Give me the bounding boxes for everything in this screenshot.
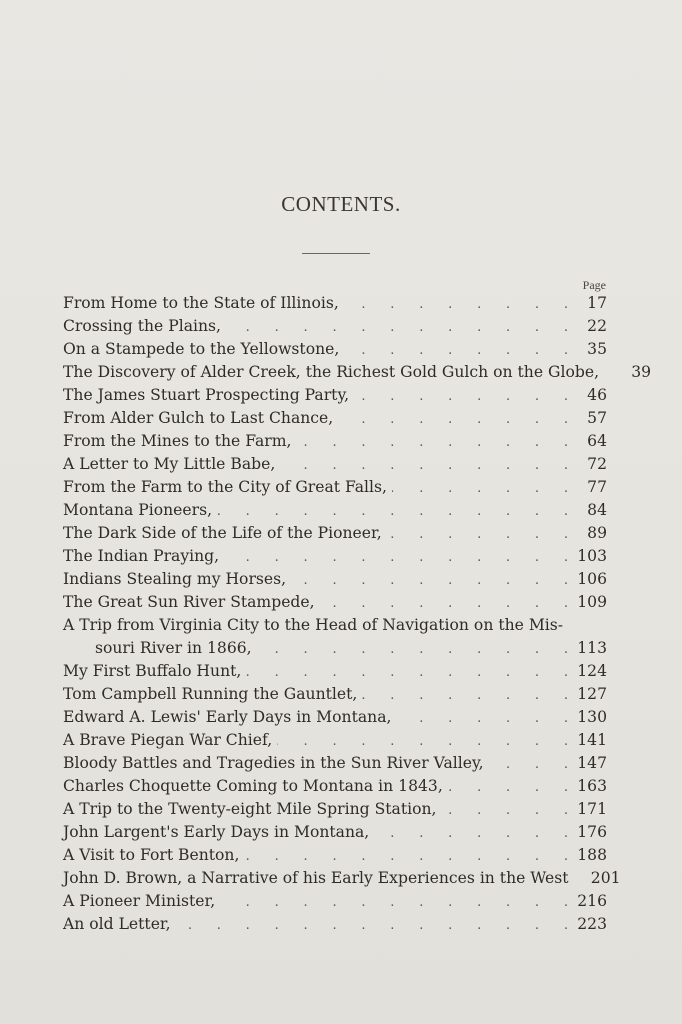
leader-dots [344, 339, 568, 362]
leader-dots [448, 776, 568, 799]
leader-dots [246, 661, 568, 684]
toc-entry-title: From Alder Gulch to Last Chance, [63, 409, 334, 427]
toc-entry-title: John D. Brown, a Narrative of his Early Experiences in the West [63, 869, 569, 887]
leader-dots [244, 845, 568, 868]
toc-entry-title: On a Stampede to the Yellowstone, [63, 340, 340, 358]
toc-entry-title: An old Letter, [63, 915, 171, 933]
toc-entry [63, 798, 607, 821]
toc-entry [63, 338, 607, 361]
leader-dots [354, 385, 568, 408]
toc-entry [63, 430, 607, 453]
leader-dots [296, 431, 568, 454]
toc-entry-title: John Largent's Early Days in Montana, [63, 823, 370, 841]
toc-entry [63, 867, 621, 890]
toc-entry-title: Tom Campbell Running the Gauntlet, [63, 685, 358, 703]
leader-dots [362, 684, 568, 707]
toc-entry [63, 453, 607, 476]
toc-entry-page: 35 [587, 340, 607, 358]
toc-entry [63, 752, 607, 775]
leader-dots [280, 454, 568, 477]
toc-entry [63, 522, 607, 545]
toc-entry [63, 614, 607, 637]
toc-entry [63, 476, 607, 499]
toc-entry-page: 84 [587, 501, 607, 519]
toc-entry-title: My First Buffalo Hunt, [63, 662, 242, 680]
leader-dots [392, 477, 568, 500]
toc-entry-title: The Dark Side of the Life of the Pioneer, [63, 524, 382, 542]
toc-entry [63, 499, 607, 522]
toc-entry [63, 683, 607, 706]
leader-dots [344, 293, 568, 316]
toc-entry-page: 39 [631, 363, 652, 381]
toc-entry-page: 109 [577, 593, 607, 611]
toc-entry-page: 17 [587, 294, 607, 312]
toc-entry [63, 660, 607, 683]
toc-entry-page: 89 [587, 524, 607, 542]
toc-entry [63, 729, 607, 752]
leader-dots [441, 799, 568, 822]
toc-entry-page: 223 [577, 915, 607, 933]
leader-dots [176, 914, 568, 937]
toc-entry-title: The James Stuart Prospecting Party, [63, 386, 350, 404]
toc-entry [63, 545, 607, 568]
leader-dots [291, 569, 568, 592]
toc-entry [63, 706, 607, 729]
leader-dots [338, 408, 568, 431]
page-column-label: Page [582, 278, 606, 292]
toc-entry-page: 72 [587, 455, 607, 473]
toc-entry-title: The Indian Praying, [63, 547, 220, 565]
page-title: CONTENTS. [281, 192, 401, 216]
toc-entry-page: 163 [577, 777, 607, 795]
toc-entry-page: 127 [577, 685, 607, 703]
toc-entry-page: 201 [590, 869, 621, 887]
toc-entry-page: 147 [577, 754, 607, 772]
toc-entry-title: A Pioneer Minister, [63, 892, 216, 910]
toc-entry-page: 176 [577, 823, 607, 841]
leader-dots [320, 592, 568, 615]
toc-entry [63, 821, 607, 844]
toc-entry [63, 568, 607, 591]
toc-entry [63, 890, 607, 913]
leader-dots [489, 753, 568, 776]
toc-entry-page: 188 [577, 846, 607, 864]
toc-entry-page: 130 [577, 708, 607, 726]
toc-entry-title: souri River in 1866, [95, 639, 252, 657]
leader-dots [224, 546, 568, 569]
toc-entry-title: Edward A. Lewis' Early Days in Montana, [63, 708, 392, 726]
leader-dots [220, 891, 568, 914]
leader-dots [277, 730, 568, 753]
toc-entry [63, 407, 607, 430]
toc-entry-title: Charles Choquette Coming to Montana in 1843, [63, 777, 443, 795]
toc-entry-title: Indians Stealing my Horses, [63, 570, 287, 588]
toc-entry-page: 77 [587, 478, 607, 496]
toc-entry-title: A Trip from Virginia City to the Head of Navigation on the Mis- [63, 616, 564, 634]
toc-entry-page: 64 [587, 432, 607, 450]
leader-dots [226, 316, 568, 339]
toc-entry-title: The Great Sun River Stampede, [63, 593, 315, 611]
toc-entry-page: 141 [577, 731, 607, 749]
leader-dots [257, 638, 568, 661]
toc-entry [63, 384, 607, 407]
toc-entry-title: Montana Pioneers, [63, 501, 213, 519]
title-rule [302, 253, 370, 254]
contents-list [63, 292, 652, 936]
toc-entry-page: 106 [577, 570, 607, 588]
toc-entry-title: A Brave Piegan War Chief, [63, 731, 273, 749]
leader-dots [396, 707, 568, 730]
toc-entry [63, 292, 607, 315]
toc-entry [63, 361, 652, 384]
toc-entry-title: Bloody Battles and Tragedies in the Sun River Valley, [63, 754, 484, 772]
toc-entry-page: 113 [577, 639, 607, 657]
toc-entry-continuation [63, 637, 607, 660]
toc-entry-page: 171 [577, 800, 607, 818]
toc-entry-title: Crossing the Plains, [63, 317, 222, 335]
toc-entry-title: From the Mines to the Farm, [63, 432, 292, 450]
toc-entry-title: A Trip to the Twenty-eight Mile Spring Station, [63, 800, 437, 818]
toc-entry-title: From Home to the State of Illinois, [63, 294, 339, 312]
toc-entry-page: 216 [577, 892, 607, 910]
toc-entry [63, 591, 607, 614]
toc-entry-page: 22 [587, 317, 607, 335]
leader-dots [387, 523, 568, 546]
toc-entry-title: From the Farm to the City of Great Falls, [63, 478, 387, 496]
toc-entry-title: A Visit to Fort Benton, [63, 846, 240, 864]
toc-entry-page: 46 [587, 386, 607, 404]
toc-entry-title: The Discovery of Alder Creek, the Richest Gold Gulch on the Globe, [63, 363, 600, 381]
toc-entry [63, 913, 607, 936]
toc-entry [63, 775, 607, 798]
leader-dots [217, 500, 568, 523]
toc-entry-page: 103 [577, 547, 607, 565]
toc-entry-title: A Letter to My Little Babe, [63, 455, 276, 473]
toc-entry [63, 315, 607, 338]
toc-entry-page: 124 [577, 662, 607, 680]
toc-entry-page: 57 [587, 409, 607, 427]
toc-entry [63, 844, 607, 867]
leader-dots [374, 822, 568, 845]
